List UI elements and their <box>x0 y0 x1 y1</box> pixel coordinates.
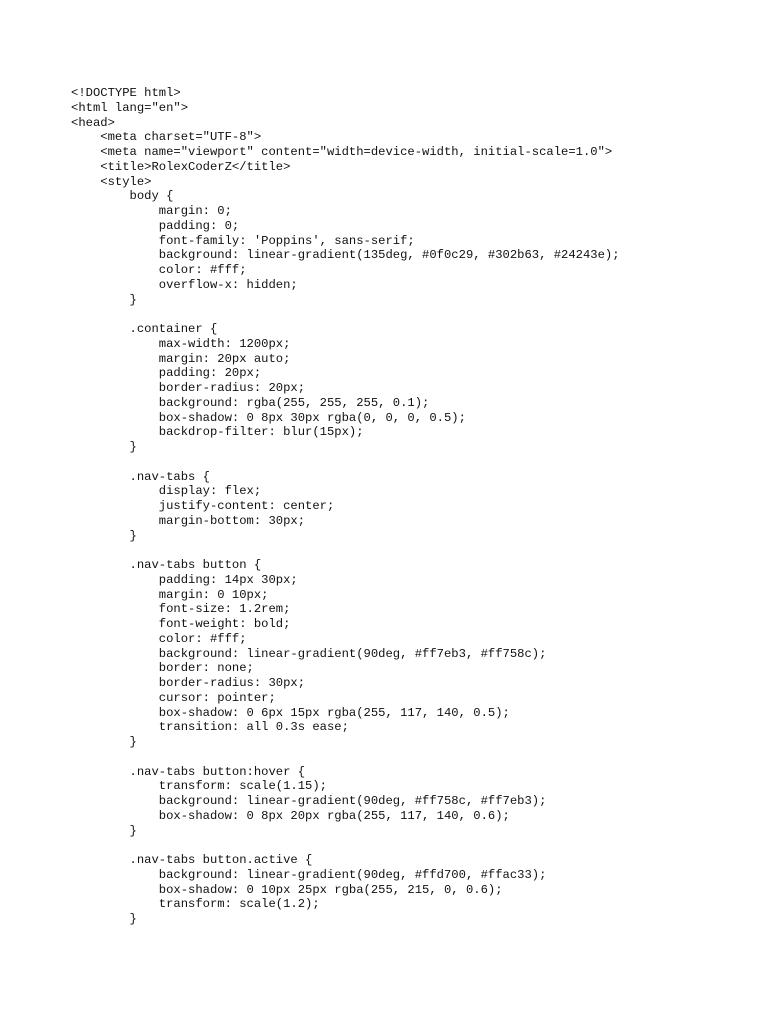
code-line: padding: 20px; <box>71 366 262 381</box>
code-listing <box>71 86 751 927</box>
code-line: margin: 20px auto; <box>71 351 291 366</box>
code-line: font-weight: bold; <box>71 617 291 631</box>
code-line: box-shadow: 0 6px 15px rgba(255, 117, 140, 0.5); <box>71 705 510 720</box>
code-line: <meta charset="UTF-8"> <box>71 130 262 145</box>
code-line: border-radius: 20px; <box>71 381 306 395</box>
code-line: display: flex; <box>71 484 262 499</box>
code-line: .container { <box>71 322 218 336</box>
code-line: background: linear-gradient(90deg, #ff7eb3, #ff758c); <box>71 646 547 661</box>
code-line: margin: 0 10px; <box>71 587 269 602</box>
code-line: <style> <box>71 174 152 189</box>
code-line: } <box>71 912 137 926</box>
code-line: } <box>71 735 137 749</box>
code-line: box-shadow: 0 8px 30px rgba(0, 0, 0, 0.5); <box>71 410 466 425</box>
code-line: padding: 14px 30px; <box>71 572 298 587</box>
code-line: transform: scale(1.2); <box>71 897 320 912</box>
code-line: background: linear-gradient(90deg, #ff758c, #ff7eb3); <box>71 794 547 808</box>
code-line: font-size: 1.2rem; <box>71 602 291 617</box>
code-line: background: linear-gradient(90deg, #ffd700, #ffac33); <box>71 867 547 882</box>
code-line: color: #fff; <box>71 263 247 277</box>
code-line: <title>RolexCoderZ</title> <box>71 159 291 174</box>
code-line: overflow-x: hidden; <box>71 277 298 292</box>
code-line: font-family: 'Poppins', sans-serif; <box>71 233 415 248</box>
code-line: justify-content: center; <box>71 499 335 513</box>
code-line: .nav-tabs button:hover { <box>71 764 306 779</box>
code-line: margin-bottom: 30px; <box>71 513 306 528</box>
code-line: margin: 0; <box>71 204 232 218</box>
code-line: <head> <box>71 115 115 130</box>
code-line: .nav-tabs button { <box>71 558 262 572</box>
code-line: } <box>71 292 137 307</box>
code-line: box-shadow: 0 8px 20px rgba(255, 117, 140, 0.6); <box>71 808 510 823</box>
code-line: backdrop-filter: blur(15px); <box>71 425 364 440</box>
code-line: } <box>71 528 137 543</box>
code-line: color: #fff; <box>71 631 247 646</box>
code-line <box>71 307 751 322</box>
code-line: .nav-tabs { <box>71 469 210 484</box>
code-line: cursor: pointer; <box>71 690 276 705</box>
code-line: } <box>71 823 137 838</box>
code-line: box-shadow: 0 10px 25px rgba(255, 215, 0, 0.6); <box>71 882 503 897</box>
code-line: .nav-tabs button.active { <box>71 853 313 867</box>
code-line: body { <box>71 189 174 204</box>
code-line: background: rgba(255, 255, 255, 0.1); <box>71 395 430 410</box>
code-line: max-width: 1200px; <box>71 336 291 351</box>
code-line: border: none; <box>71 661 254 676</box>
code-line: <html lang="en"> <box>71 100 189 115</box>
code-line <box>71 750 751 765</box>
code-line: } <box>71 440 137 454</box>
code-line <box>71 543 751 558</box>
code-line <box>71 838 751 853</box>
code-line: border-radius: 30px; <box>71 676 306 690</box>
code-line: transition: all 0.3s ease; <box>71 720 349 735</box>
code-line: padding: 0; <box>71 218 240 233</box>
code-line <box>71 455 751 470</box>
code-line: <meta name="viewport" content="width=device-width, initial-scale=1.0"> <box>71 145 613 159</box>
code-line: <!DOCTYPE html> <box>71 86 181 100</box>
code-line: transform: scale(1.15); <box>71 779 327 794</box>
code-line: background: linear-gradient(135deg, #0f0c29, #302b63, #24243e); <box>71 248 620 263</box>
